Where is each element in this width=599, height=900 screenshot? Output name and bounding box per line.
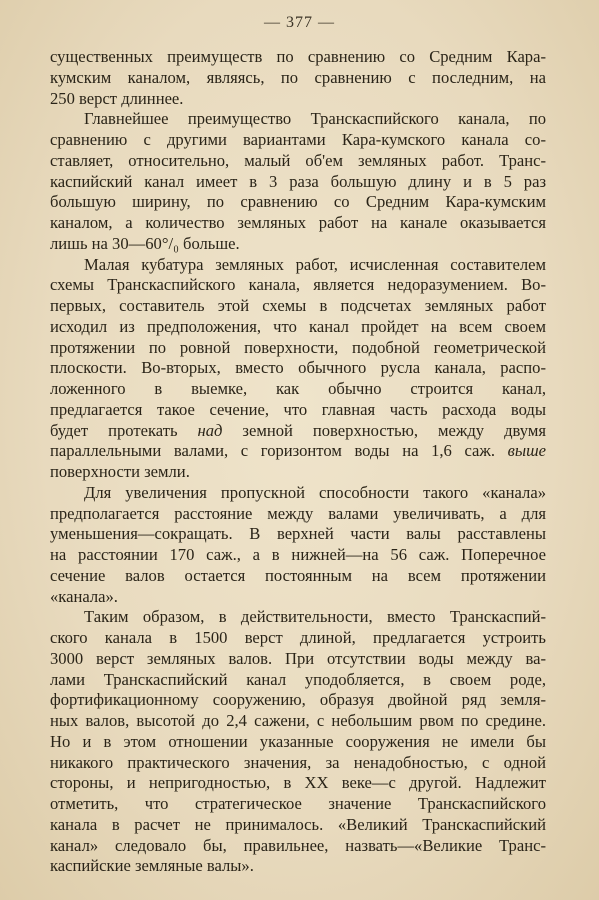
text-line: Для увеличения пропускной способности такого «канала» xyxy=(84,482,546,502)
text-line xyxy=(50,421,546,442)
text-line: никакого практического значения, за ненадобностью, с одной xyxy=(50,752,546,772)
text-segment: земной поверхностью, между двумя xyxy=(222,420,546,440)
text-line: уменьшения—сокращать. В верхней части валы расставлены xyxy=(50,524,546,544)
text-line: «канала». xyxy=(50,586,118,606)
text-line: фортификационному сооружению, образуя двойной ряд земля- xyxy=(50,690,546,710)
text-line: Таким образом, в действительности, вместо Транскаспий- xyxy=(84,607,546,627)
text-line: предполагается расстояние между валами увеличивать, а для xyxy=(50,503,546,523)
text-line: схемы Транскаспийского канала, является недоразумением. Во- xyxy=(50,275,546,295)
text-line: лишь на 30—60°/₀ больше. xyxy=(50,233,240,253)
text-line: канала в расчет не принималось. «Великий Транскаспийский xyxy=(50,814,546,834)
text-segment: будет протекать xyxy=(50,420,198,440)
text-line: большую ширину, по сравнению со Средним Кара-кумским xyxy=(50,192,546,212)
text-line: 250 верст длиннее. xyxy=(50,88,184,108)
text-line: каспийские земляные валы». xyxy=(50,856,254,876)
text-line: ставляет, относительно, малый об'ем земляных работ. Транс- xyxy=(50,150,546,170)
text-line: существенных преимуществ по сравнению со Средним Кара- xyxy=(50,47,546,66)
text-line: Но и в этом отношении указанные сооружения не имели бы xyxy=(50,731,546,751)
text-line: предлагается такое сечение, что главная часть расхода воды xyxy=(50,399,546,419)
text-line: каспийский канал имеет в 3 раза большую длину и в 5 раз xyxy=(50,171,546,191)
text-line: ского канала в 1500 верст длиной, предлагается устроить xyxy=(50,628,546,647)
text-line: исходил из предположения, что канал пройдет на всем своем xyxy=(50,316,546,336)
italic-emphasis: выше xyxy=(507,441,546,461)
text-line: ных валов, высотой до 2,4 сажени, с небольшим рвом по средине. xyxy=(50,711,546,730)
text-line xyxy=(50,441,546,462)
text-line: Главнейшее преимущество Транскаспийского канала, по xyxy=(84,109,546,129)
text-line: на расстоянии 170 саж., а в нижней—на 56 саж. Поперечное xyxy=(50,545,546,564)
text-line: каналом, а количество земляных работ на канале оказывается xyxy=(50,213,546,232)
text-line: сечение валов остается постоянным на всем протяжении xyxy=(50,565,546,585)
text-line: протяжении по ровной поверхности, подобной геометрической xyxy=(50,337,546,357)
text-line: плоскости. Во-вторых, вместо обычного русла канала, распо- xyxy=(50,358,546,378)
text-line: кумским каналом, являясь, по сравнению с последним, на xyxy=(50,67,546,87)
text-line: Малая кубатура земляных работ, исчисленная составителем xyxy=(84,254,546,274)
text-line: первых, составитель этой схемы в подсчетах земляных работ xyxy=(50,296,546,315)
text-line: отметить, что стратегическое значение Транскаспийского xyxy=(50,794,546,813)
text-line: ложенного в выемке, как обычно строится канал, xyxy=(50,379,546,398)
page-number: — 377 — xyxy=(264,14,335,31)
text-line: стороны, и непригодностью, в XX веке—с другой. Надлежит xyxy=(50,773,546,793)
text-line: лами Транскаспийский канал уподобляется, в своем роде, xyxy=(50,669,546,689)
text-line: 3000 верст земляных валов. При отсутствии воды между ва- xyxy=(50,648,546,668)
body-text xyxy=(50,47,546,877)
text-segment: параллельными валами, с горизонтом воды на 1,6 саж. xyxy=(50,441,508,461)
text-line: сравнению с другими вариантами Кара-кумского канала со- xyxy=(50,130,546,149)
text-line: канал» следовало бы, правильнее, назвать—«Великие Транс- xyxy=(50,835,546,855)
text-line: поверхности земли. xyxy=(50,462,190,481)
italic-emphasis: над xyxy=(197,420,223,440)
